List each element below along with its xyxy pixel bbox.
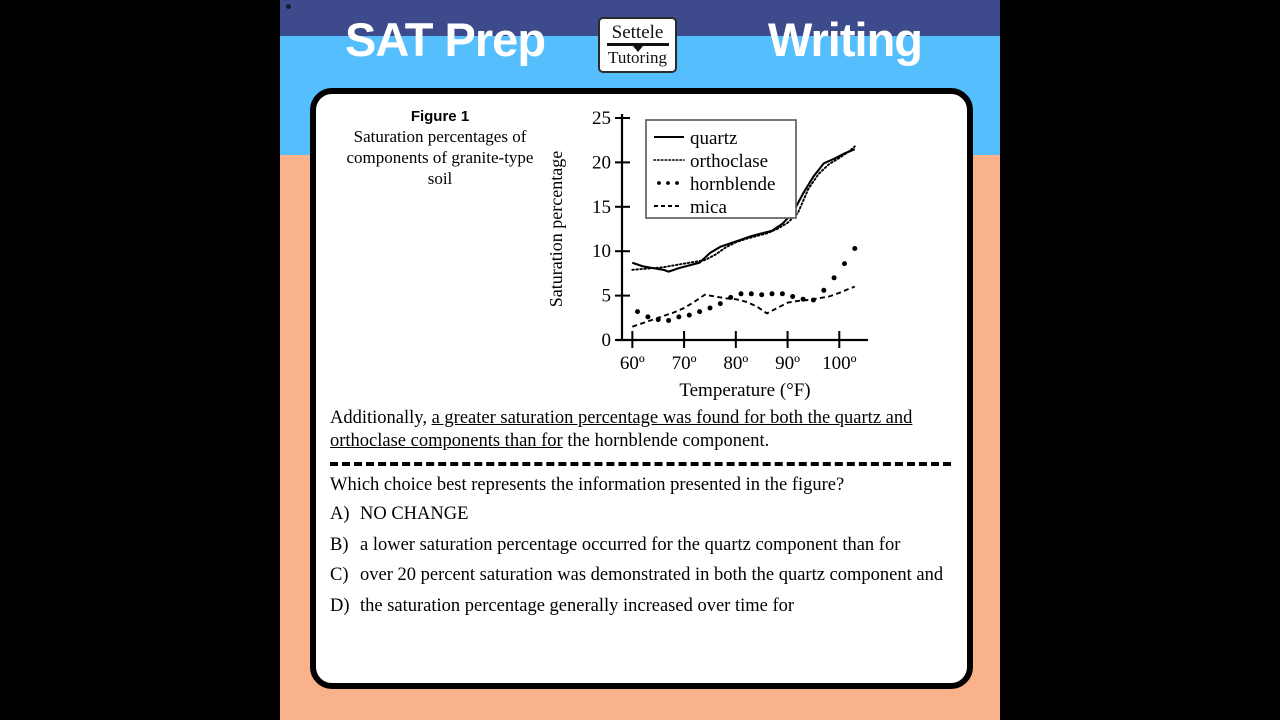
series-hornblende-point — [852, 246, 857, 251]
legend-swatch-hornblende — [675, 181, 679, 185]
passage-text — [330, 407, 953, 453]
page-title-right: Writing — [768, 13, 922, 66]
answer-choice-label: D) — [330, 595, 350, 616]
series-hornblende-point — [821, 288, 826, 293]
legend-label-mica: mica — [690, 197, 727, 218]
y-tick-label: 5 — [601, 285, 611, 307]
passage-lead: Additionally, — [330, 408, 432, 428]
answer-choice-text: over 20 percent saturation was demonstrated in both the quartz component and — [360, 565, 944, 585]
series-hornblende-point — [790, 294, 795, 299]
series-hornblende-point — [811, 298, 816, 303]
series-hornblende-point — [656, 317, 661, 322]
answer-choice-d[interactable] — [330, 595, 953, 619]
series-hornblende-point — [728, 295, 733, 300]
series-hornblende-point — [770, 291, 775, 296]
series-hornblende-point — [708, 306, 713, 311]
passage-underlined: a greater saturation percentage was found for both the quartz and orthoclase components than for — [330, 408, 913, 451]
series-hornblende-point — [842, 261, 847, 266]
series-hornblende-point — [687, 313, 692, 318]
series-hornblende-point — [759, 292, 764, 297]
logo-line2: Tutoring — [608, 48, 667, 67]
series-hornblende-point — [718, 301, 723, 306]
figure-block — [330, 100, 953, 405]
logo-divider — [607, 43, 669, 46]
x-tick-label: 70º — [671, 353, 697, 374]
answer-choice-text: the saturation percentage generally increased over time for — [360, 595, 795, 616]
x-tick-label: 100º — [822, 353, 857, 374]
y-tick-label: 20 — [592, 152, 611, 174]
answer-choice-c[interactable] — [330, 564, 953, 588]
y-tick-label: 25 — [592, 108, 611, 129]
answer-choice-label: A) — [330, 504, 350, 524]
figure-caption-text: Saturation percentages of components of granite-type soil — [346, 127, 534, 188]
x-tick-label: 90º — [775, 353, 801, 374]
y-axis-label: Saturation percentage — [546, 150, 566, 308]
figure-label: Figure 1 — [410, 108, 470, 125]
answer-choice-text: a lower saturation percentage occurred for the quartz component than for — [360, 534, 901, 555]
chart — [542, 100, 872, 400]
series-hornblende-point — [697, 309, 702, 314]
x-tick-label: 80º — [723, 353, 749, 374]
series-hornblende-point — [739, 291, 744, 296]
question-card — [310, 88, 973, 689]
y-tick-label: 10 — [592, 241, 611, 263]
y-tick-label: 15 — [592, 196, 611, 218]
legend-label-hornblende: hornblende — [690, 174, 776, 195]
question-prompt: Which choice best represents the information presented in the figure? — [330, 475, 845, 495]
passage-trail: the hornblende component. — [562, 431, 770, 451]
series-hornblende-point — [645, 314, 650, 319]
legend-label-quartz: quartz — [690, 128, 738, 149]
series-hornblende-point — [666, 318, 671, 323]
legend-label-orthoclase: orthoclase — [690, 151, 769, 172]
answer-choice-b[interactable] — [330, 534, 953, 558]
answer-choice-label: B) — [330, 534, 349, 555]
logo-line1: Settele — [611, 22, 664, 43]
series-hornblende-point — [676, 314, 681, 319]
section-divider — [330, 462, 951, 466]
answer-choice-text: NO CHANGE — [360, 504, 469, 524]
page-title-left: SAT Prep — [344, 13, 546, 66]
logo-triangle-icon — [633, 46, 643, 52]
series-hornblende-point — [801, 297, 806, 302]
figure-caption — [336, 108, 544, 189]
chart-svg — [542, 100, 872, 400]
series-hornblende-point — [832, 275, 837, 280]
x-axis-label: Temperature (°F) — [679, 380, 811, 400]
series-hornblende-point — [749, 291, 754, 296]
series-hornblende-point — [780, 291, 785, 296]
series-mica — [632, 287, 855, 327]
answer-choice-a[interactable] — [330, 503, 953, 527]
settele-tutoring-logo — [598, 17, 677, 73]
series-hornblende-point — [635, 309, 640, 314]
x-tick-label: 60º — [619, 353, 645, 374]
legend-swatch-hornblende — [666, 181, 670, 185]
legend-swatch-hornblende — [657, 181, 661, 185]
y-tick-label: 0 — [601, 330, 611, 351]
answer-choices — [330, 503, 953, 618]
corner-dot-marker — [286, 4, 291, 9]
slide-content — [280, 0, 1000, 720]
answer-choice-label: C) — [330, 565, 349, 585]
